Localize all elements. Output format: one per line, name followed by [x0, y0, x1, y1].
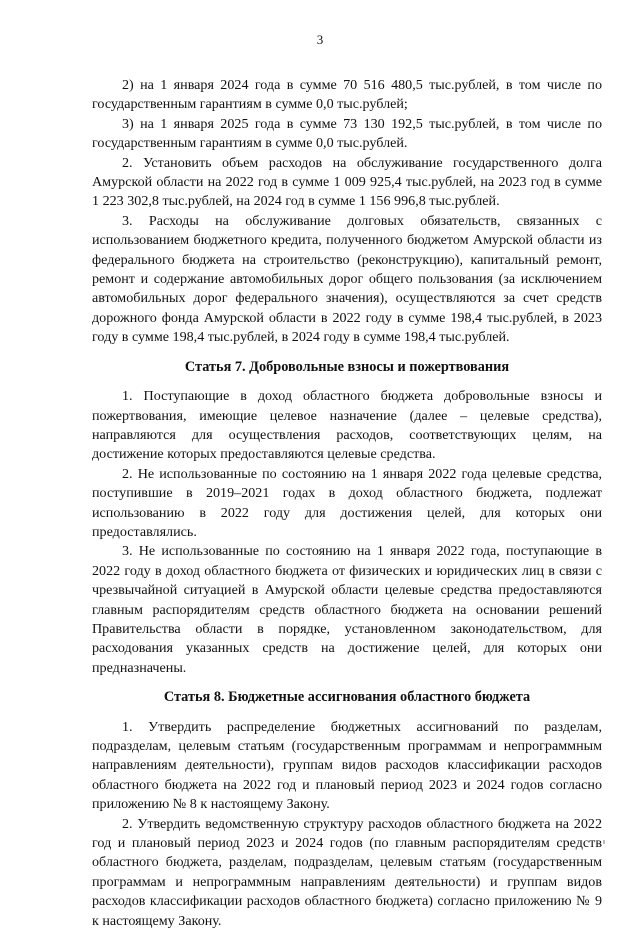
paragraph-debt-2024: 2) на 1 января 2024 года в сумме 70 516 480,5 тыс.рублей, в том числе по государственным гарантиям в сумме 0,0 тыс.рублей;	[92, 77, 602, 113]
article-7-paragraph-2: 2. Не использованные по состоянию на 1 января 2022 года целевые средства, поступившие в 2019–2021 годах в доход областного бюджета, подлежат использованию в 2022 году для достижения целей, для которых они предоставлялись.	[92, 465, 602, 540]
paragraph-road-fund: 3. Расходы на обслуживание долговых обязательств, связанных с использованием бюджетного кредита, полученного бюджетом Амурской области из федерального бюджета на строительство (реконструкцию), капитальный ремонт, ремонт и содержание автомобильных дорог общего пользования (за исключением автомобильных дорог федерального значения), осуществляются за счет средств дорожного фонда Амурской области в 2022 году в сумме 198,4 тыс.рублей, в 2023 году в сумме 198,4 тыс.рублей, в 2024 году в сумме 198,4 тыс.рублей.	[92, 212, 602, 346]
article-8-paragraph-1: 1. Утвердить распределение бюджетных ассигнований по разделам, подразделам, целевым статьям (государственным программам и непрограммным направлениям деятельности), группам видов расходов классификации расходов областного бюджета на 2022 год и плановый период 2023 и 2024 годов согласно приложению № 8 к настоящему Закону.	[92, 718, 602, 813]
document-body	[92, 76, 602, 931]
article-7-heading: Статья 7. Добровольные взносы и пожертвования	[184, 358, 510, 375]
scan-speck	[603, 840, 605, 844]
article-8-paragraph-2: 2. Утвердить ведомственную структуру расходов областного бюджета на 2022 год и плановый период 2023 и 2024 годов (по главным распорядителям средств областного бюджета, разделам, подразделам, целевым статьям (государственным программам и непрограммным направлениям деятельности) и группам видов расходов классификации расходов областного бюджета) согласно приложению № 9 к настоящему Закону.	[92, 815, 602, 929]
article-8-heading: Статья 8. Бюджетные ассигнования областного бюджета	[163, 689, 531, 706]
paragraph-debt-service: 2. Установить объем расходов на обслуживание государственного долга Амурской области на 2022 год в сумме 1 009 925,4 тыс.рублей, на 2023 год в сумме 1 223 302,8 тыс.рублей, на 2024 год в сумме 1 156 996,8 тыс.рублей.	[92, 154, 602, 210]
paragraph-debt-2025: 3) на 1 января 2025 года в сумме 73 130 192,5 тыс.рублей, в том числе по государственным гарантиям в сумме 0,0 тыс.рублей.	[92, 115, 602, 152]
page-number: 3	[316, 32, 324, 47]
article-7-paragraph-3: 3. Не использованные по состоянию на 1 января 2022 года, поступающие в 2022 году в доход областного бюджета от физических и юридических лиц в связи с чрезвычайной ситуацией в Амурской области целевые средства предоставляются главным распорядителям средств областного бюджета на основании решений Правительства области в порядке, установленном законодательством, для расходования указанных средств на достижение целей, для которых они предназначены.	[92, 543, 602, 676]
article-7-paragraph-1: 1. Поступающие в доход областного бюджета добровольные взносы и пожертвования, имеющие целевое назначение (далее – целевые средства), направляются для осуществления расходов, соответствующих целям, на достижение которых предоставляются целевые средства.	[92, 388, 602, 463]
